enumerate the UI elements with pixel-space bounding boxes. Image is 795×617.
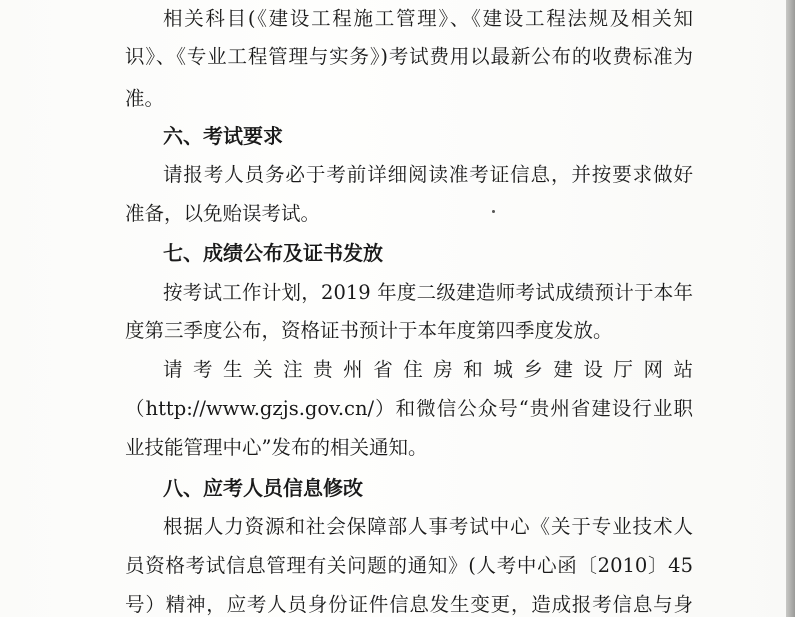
section-6-heading: 六、考试要求 (163, 124, 283, 148)
section-8-heading: 八、应考人员信息修改 (163, 476, 363, 500)
modify-paragraph-line-2: 员资格考试信息管理有关问题的通知》(人考中心函〔2010〕45 (125, 554, 693, 577)
results-paragraph-line-2: 度第三季度公布，资格证书预计于本年度第四季度发放。 (125, 319, 613, 342)
fee-paragraph-line-2: 识》、《专业工程管理与实务》)考试费用以最新公布的收费标准为 (125, 45, 693, 68)
fee-paragraph-line-1: 相关科目(《建设工程施工管理》、《建设工程法规及相关知 (163, 7, 693, 30)
notice-paragraph-line-1: 请考生关注贵州省住房和城乡建设厅网站 (163, 358, 693, 381)
notice-paragraph-line-2: （http://www.gzjs.gov.cn/）和微信公众号“贵州省建设行业职 (125, 397, 693, 420)
modify-paragraph-line-3: 号）精神，应考人员身份证件信息发生变更，造成报考信息与身 (125, 593, 693, 616)
page-edge-shadow (786, 0, 795, 617)
section-7-heading: 七、成绩公布及证书发放 (163, 241, 383, 265)
requirements-paragraph-line-2: 准备，以免贻误考试。 (125, 202, 321, 225)
results-paragraph-line-1: 按考试工作计划，2019 年度二级建造师考试成绩预计于本年 (163, 281, 693, 304)
scan-speck (492, 210, 495, 213)
fee-paragraph-line-3: 准。 (125, 87, 165, 110)
requirements-paragraph-line-1: 请报考人员务必于考前详细阅读准考证信息，并按要求做好 (163, 163, 693, 186)
notice-paragraph-line-3: 业技能管理中心”发布的相关通知。 (125, 436, 428, 459)
modify-paragraph-line-1: 根据人力资源和社会保障部人事考试中心《关于专业技术人 (163, 515, 693, 538)
